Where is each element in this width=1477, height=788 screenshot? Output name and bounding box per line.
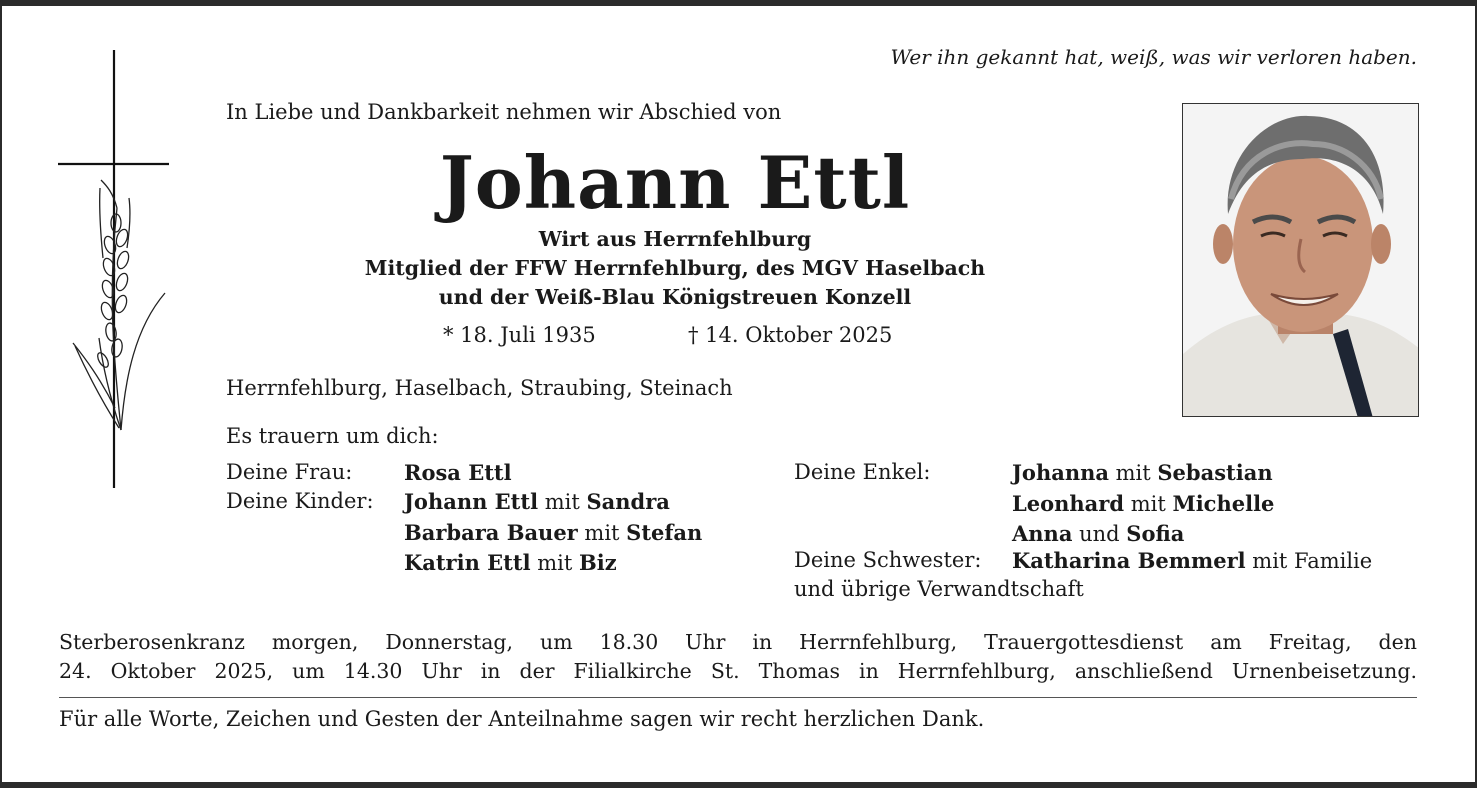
connector: mit xyxy=(1124,491,1173,516)
connector: mit xyxy=(577,520,627,545)
mourners-intro: Es trauern um dich: xyxy=(226,424,439,448)
list-item xyxy=(1012,489,1274,520)
partner-name: Sandra xyxy=(586,489,670,514)
children-label: Deine Kinder: xyxy=(226,489,374,513)
partner-name: Michelle xyxy=(1172,490,1275,516)
sister-entry xyxy=(1012,546,1372,577)
partner-name: Biz xyxy=(579,550,617,575)
child-name: Johann Ettl xyxy=(404,489,539,514)
sister-name: Katharina Bemmerl xyxy=(1012,548,1246,573)
sister-label: Deine Schwester: xyxy=(794,548,982,572)
service-line: 24. Oktober 2025, um 14.30 Uhr in der Filialkirche St. Thomas in Herrnfehlburg, anschließend Urnenbeisetzung. xyxy=(59,659,1417,683)
wife-name: Rosa Ettl xyxy=(404,460,512,485)
service-line: Sterberosenkranz morgen, Donnerstag, um 18.30 Uhr in Herrnfehlburg, Trauergottesdienst am Freitag, den xyxy=(59,630,1417,654)
other-relatives: und übrige Verwandtschaft xyxy=(794,577,1084,601)
grandchildren-list xyxy=(1012,458,1274,550)
places: Herrnfehlburg, Haselbach, Straubing, Steinach xyxy=(226,376,733,400)
list-item xyxy=(1012,458,1274,489)
death-date: † 14. Oktober 2025 xyxy=(688,323,893,347)
wife-label: Deine Frau: xyxy=(226,460,353,484)
sister-suffix: mit Familie xyxy=(1245,549,1373,573)
roles xyxy=(226,225,1124,312)
connector: und xyxy=(1072,522,1127,546)
grandchild-name: Johanna xyxy=(1012,460,1109,485)
partner-name: Stefan xyxy=(626,519,703,545)
portrait-photo-icon xyxy=(1183,104,1419,417)
list-item xyxy=(404,548,702,579)
intro-text: In Liebe und Dankbarkeit nehmen wir Abschied von xyxy=(226,100,782,124)
motto: Wer ihn gekannt hat, weiß, was wir verloren haben. xyxy=(890,45,1417,69)
divider xyxy=(59,697,1417,698)
role-line: Wirt aus Herrnfehlburg xyxy=(538,227,812,251)
grandchild-name: Anna xyxy=(1012,521,1073,546)
grandchild-name: Leonhard xyxy=(1012,490,1125,516)
portrait-photo xyxy=(1182,103,1419,417)
child-name: Barbara Bauer xyxy=(404,519,578,545)
connector: mit xyxy=(530,551,579,575)
partner-name: Sebastian xyxy=(1157,460,1273,485)
child-name: Katrin Ettl xyxy=(404,550,531,575)
deceased-name: Johann Ettl xyxy=(439,140,911,225)
partner-name: Sofia xyxy=(1126,521,1185,546)
service-announcement xyxy=(59,628,1417,686)
connector: mit xyxy=(1108,461,1158,485)
birth-date: * 18. Juli 1935 xyxy=(443,323,596,347)
list-item xyxy=(404,518,702,549)
list-item xyxy=(1012,519,1274,550)
grandchildren-label: Deine Enkel: xyxy=(794,460,931,484)
cross-wheat-icon xyxy=(55,48,175,490)
children-list xyxy=(404,487,702,579)
role-line: und der Weiß-Blau Königstreuen Konzell xyxy=(438,285,912,309)
role-line: Mitglied der FFW Herrnfehlburg, des MGV Haselbach xyxy=(364,256,986,280)
thanks-text: Für alle Worte, Zeichen und Gesten der Anteilnahme sagen wir recht herzlichen Dank. xyxy=(59,707,985,731)
list-item xyxy=(404,487,702,518)
connector: mit xyxy=(538,490,587,514)
